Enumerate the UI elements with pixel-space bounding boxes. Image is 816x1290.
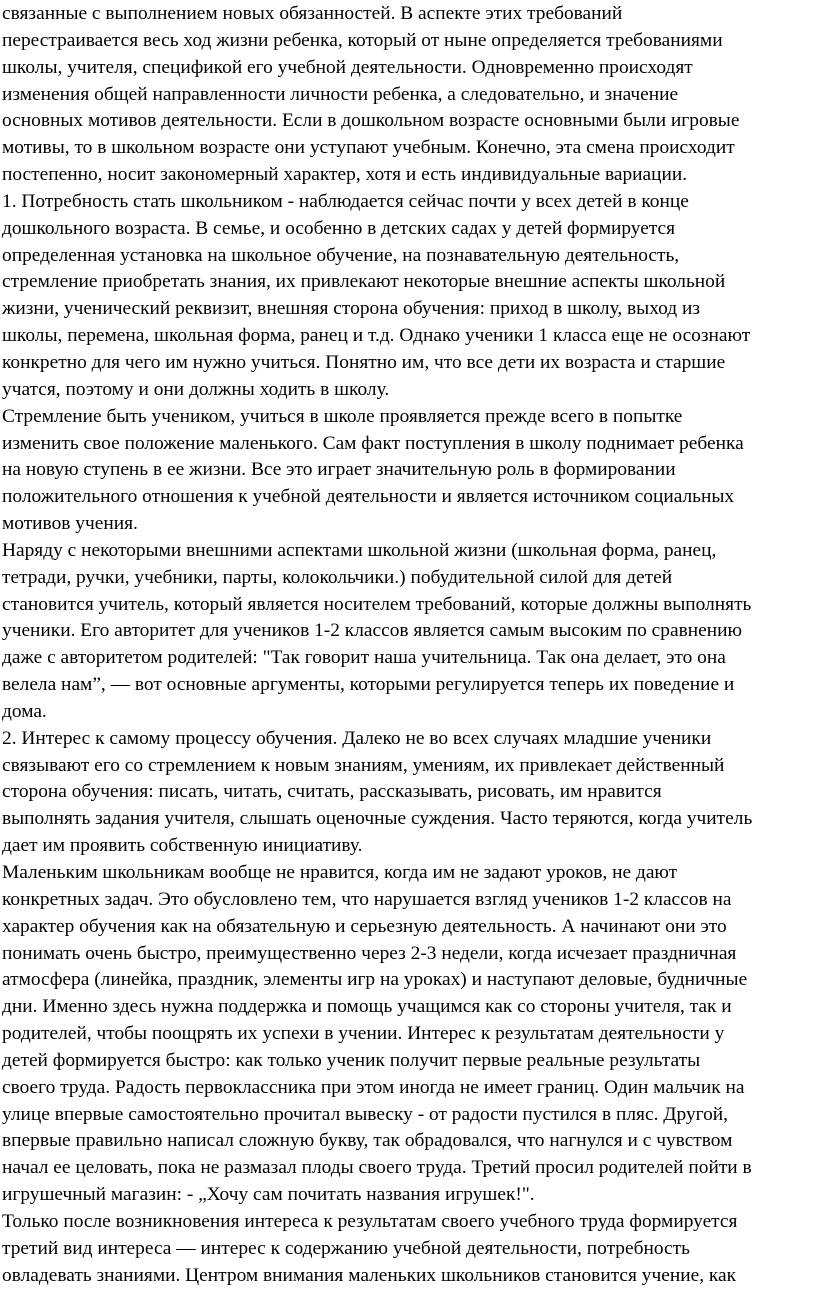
text-line: характер обучения как на обязательную и серьезную деятельность. А начинают они это bbox=[2, 915, 727, 937]
text-line: родителей, чтобы поощрять их успехи в учении. Интерес к результатам деятельности у bbox=[2, 1023, 725, 1045]
text-line: жизни, ученический реквизит, внешняя сторона обучения: приход в школу, выход из bbox=[2, 298, 701, 320]
text-line: тетради, ручки, учебники, парты, колокольчики.) побудительной силой для детей bbox=[2, 566, 673, 588]
text-line: конкретных задач. Это обусловлено тем, что нарушается взгляд учеников 1-2 классов на bbox=[2, 888, 732, 910]
text-line: мотивов учения. bbox=[2, 513, 138, 535]
text-line: Стремление быть учеником, учиться в школе проявляется прежде всего в попытке bbox=[2, 405, 683, 427]
text-line: понимать очень быстро, преимущественно через 2-3 недели, когда исчезает праздничная bbox=[2, 942, 737, 964]
text-line: 2. Интерес к самому процессу обучения. Далеко не во всех случаях младшие ученики bbox=[2, 727, 712, 749]
document-text bbox=[2, 1, 814, 1290]
text-line: положительного отношения к учебной деятельности и является источником социальных bbox=[2, 486, 735, 508]
text-line: дни. Именно здесь нужна поддержка и помощь учащимся как со стороны учителя, так и bbox=[2, 996, 732, 1018]
text-line: дает им проявить собственную инициативу. bbox=[2, 835, 363, 857]
text-line: мотивы, то в школьном возрасте они уступают учебным. Конечно, эта смена происходит bbox=[2, 137, 735, 159]
text-line: перестраивается весь ход жизни ребенка, который от ныне определяется требованиями bbox=[2, 29, 723, 51]
text-line: выполнять задания учителя, слышать оценочные суждения. Часто теряются, когда учитель bbox=[2, 808, 753, 830]
text-line: Маленьким школьникам вообще не нравится, когда им не задают уроков, не дают bbox=[2, 862, 678, 883]
text-line: дошкольного возраста. В семье, и особенно в детских садах у детей формируется bbox=[2, 217, 676, 239]
text-line: атмосфера (линейка, праздник, элементы игр на уроках) и наступают деловые, будничные bbox=[2, 969, 748, 991]
text-line: конкретно для чего им нужно учиться. Понятно им, что все дети их возраста и старшие bbox=[2, 351, 726, 373]
text-line: ученики. Его авторитет для учеников 1-2 классов является самым высоким по сравнению bbox=[2, 620, 742, 642]
text-line: детей формируется быстро: как только ученик получит первые реальные результаты bbox=[2, 1049, 701, 1071]
text-line: связывают его со стремлением к новым знаниям, умениям, их привлекает действенный bbox=[2, 754, 725, 776]
text-line: определенная установка на школьное обучение, на познавательную деятельность, bbox=[2, 244, 680, 266]
text-line: постепенно, носит закономерный характер, хотя и есть индивидуальные вариации. bbox=[2, 164, 688, 186]
text-line: своего труда. Радость первоклассника при этом иногда не имеет границ. Один мальчик на bbox=[2, 1076, 745, 1098]
text-line: сторона обучения: писать, читать, считать, рассказывать, рисовать, им нравится bbox=[2, 781, 662, 803]
text-line: дома. bbox=[2, 700, 47, 722]
text-line: игрушечный магазин: - „Хочу сам почитать названия игрушек!". bbox=[2, 1184, 535, 1206]
text-line: на новую ступень в ее жизни. Все это играет значительную роль в формировании bbox=[2, 459, 676, 481]
text-line: даже с авторитетом родителей: "Так говорит наша учительница. Так она делает, это она bbox=[2, 647, 726, 669]
text-line: впервые правильно написал сложную букву, так обрадовался, что нагнулся и с чувством bbox=[2, 1130, 733, 1152]
text-line: изменить свое положение маленького. Сам факт поступления в школу поднимает ребенка bbox=[2, 432, 744, 454]
text-line: связанные с выполнением новых обязанностей. В аспекте этих требований bbox=[2, 3, 623, 24]
text-line: Только после возникновения интереса к результатам своего учебного труда формируется bbox=[2, 1210, 738, 1232]
text-line: Наряду с некоторыми внешними аспектами школьной жизни (школьная форма, ранец, bbox=[2, 539, 717, 561]
text-line: основных мотивов деятельности. Если в дошкольном возрасте основными были игровые bbox=[2, 110, 740, 132]
text-line: 1. Потребность стать школьником - наблюдается сейчас почти у всех детей в конце bbox=[2, 190, 689, 212]
text-line: учатся, поэтому и они должны ходить в школу. bbox=[2, 378, 390, 400]
text-line: школы, перемена, школьная форма, ранец и т.д. Однако ученики 1 класса еще не осознают bbox=[2, 325, 751, 347]
text-line: изменения общей направленности личности ребенка, а следовательно, и значение bbox=[2, 83, 679, 105]
text-line: школы, учителя, спецификой его учебной деятельности. Одновременно происходят bbox=[2, 56, 693, 78]
text-line: стремление приобретать знания, их привлекают некоторые внешние аспекты школьной bbox=[2, 271, 726, 293]
text-line: улице впервые самостоятельно прочитал вывеску - от радости пустился в пляс. Другой, bbox=[2, 1103, 729, 1125]
text-line: становится учитель, который является носителем требований, которые должны выполнять bbox=[2, 593, 752, 615]
text-line: третий вид интереса — интерес к содержанию учебной деятельности, потребность bbox=[2, 1237, 690, 1259]
text-line: овладевать знаниями. Центром внимания маленьких школьников становится учение, как bbox=[2, 1264, 737, 1286]
text-line: велела нам”, — вот основные аргументы, которыми регулируется теперь их поведение и bbox=[2, 674, 735, 696]
text-line: начал ее целовать, пока не размазал плоды своего труда. Третий просил родителей пойти в bbox=[2, 1157, 752, 1179]
